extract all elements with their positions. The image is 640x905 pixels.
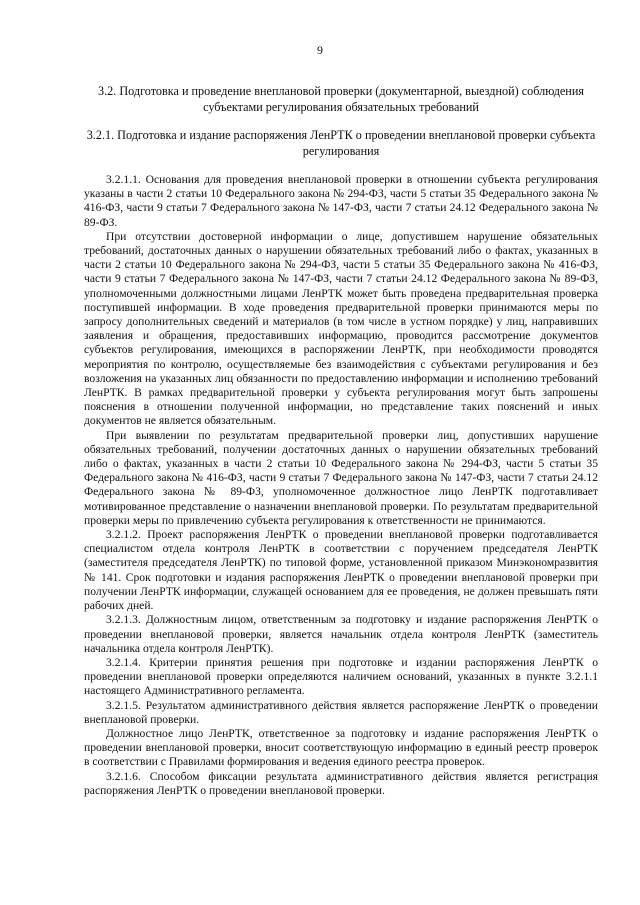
paragraph: 3.2.1.2. Проект распоряжения ЛенРТК о проведении внеплановой проверки подготавливается специалистом отдела контроля ЛенРТК в соответствии с поручением председателя ЛенРТК (заместителя председателя ЛенРТК) по типовой форме, установленной приказом Минэкономразвития № 141. Срок подготовки и издания распоряжения ЛенРТК о проведении внеплановой проверки при получении ЛенРТК информации, служащей основанием для ее проведения, не должен превышать пяти рабочих дней. bbox=[84, 528, 598, 613]
paragraph: 3.2.1.5. Результатом административного действия является распоряжение ЛенРТК о проведении внеплановой проверки. bbox=[84, 698, 598, 726]
paragraph: Должностное лицо ЛенРТК, ответственное за подготовку и издание распоряжения ЛенРТК о проведении внеплановой проверки, вносит соответствующую информацию в единый реестр проверок в соответствии с Правилами формирования и ведения единого реестра проверок. bbox=[84, 726, 598, 769]
paragraph: При выявлении по результатам предварительной проверки лиц, допустивших нарушение обязательных требований, получении достаточных данных о нарушении обязательных требований либо о фактах, указанных в части 2 статьи 10 Федерального закона № 294-ФЗ, части 5 статьи 35 Федерального закона № 416-ФЗ, части 9 статьи 7 Федерального закона № 147-ФЗ, части 7 статьи 24.12 Федерального закона № 89-ФЗ, уполномоченное должностное лицо ЛенРТК подготавливает мотивированное представление о назначении внеплановой проверки. По результатам предварительной проверки меры по привлечению субъекта регулирования к ответственности не принимаются. bbox=[84, 428, 598, 527]
paragraph: При отсутствии достоверной информации о лице, допустившем нарушение обязательных требований, достаточных данных о нарушении обязательных требований либо о фактах, указанных в части 2 статьи 10 Федерального закона № 294-ФЗ, части 5 статьи 35 Федерального закона № 416-ФЗ, части 9 статьи 7 Федерального закона № 147-ФЗ, части 7 статьи 24.12 Федерального закона № 89-ФЗ, уполномоченными должностными лицами ЛенРТК может быть проведена предварительная проверка поступившей информации. В ходе проведения предварительной проверки принимаются меры по запросу дополнительных сведений и материалов (в том числе в устном порядке) у лиц, направивших заявления и обращения, предоставивших информацию, проводится рассмотрение документов субъектов регулирования, имеющихся в распоряжении ЛенРТК, при необходимости проводятся мероприятия по контролю, осуществляемые без взаимодействия с субъектами регулирования и без возложения на указанных лиц обязанности по предоставлению информации и исполнению требований ЛенРТК. В рамках предварительной проверки у субъекта регулирования могут быть запрошены пояснения в отношении полученной информации, но представление таких пояснений и иных документов не является обязательным. bbox=[84, 229, 598, 428]
paragraph: 3.2.1.3. Должностным лицом, ответственным за подготовку и издание распоряжения ЛенРТК о проведении внеплановой проверки, является начальник отдела контроля ЛенРТК (заместитель начальника отдела контроля ЛенРТК). bbox=[84, 613, 598, 655]
paragraph: 3.2.1.6. Способом фиксации результата административного действия является регистрация распоряжения ЛенРТК о проведении внеплановой проверки. bbox=[84, 769, 598, 797]
section-title: 3.2. Подготовка и проведение внеплановой проверки (документарной, выездной) соблюдения субъектами регулирования обязательных требований bbox=[98, 84, 584, 114]
paragraph: 3.2.1.4. Критерии принятия решения при подготовке и издании распоряжения ЛенРТК о проведении внеплановой проверки определяются наличием оснований, указанных в пункте 3.2.1.1 настоящего Административного регламента. bbox=[84, 655, 598, 698]
paragraph: 3.2.1.1. Основания для проведения внеплановой проверки в отношении субъекта регулирования указаны в части 2 статьи 10 Федерального закона № 294-ФЗ, части 5 статьи 35 Федерального закона № 416-ФЗ, части 9 статьи 7 Федерального закона № 147-ФЗ, части 7 статьи 24.12 Федерального закона № 89-ФЗ. bbox=[84, 173, 598, 229]
document-body bbox=[84, 173, 598, 798]
page-number: 9 bbox=[317, 43, 323, 57]
subsection-title: 3.2.1. Подготовка и издание распоряжения ЛенРТК о проведении внеплановой проверки субъекта регулирования bbox=[86, 128, 596, 158]
